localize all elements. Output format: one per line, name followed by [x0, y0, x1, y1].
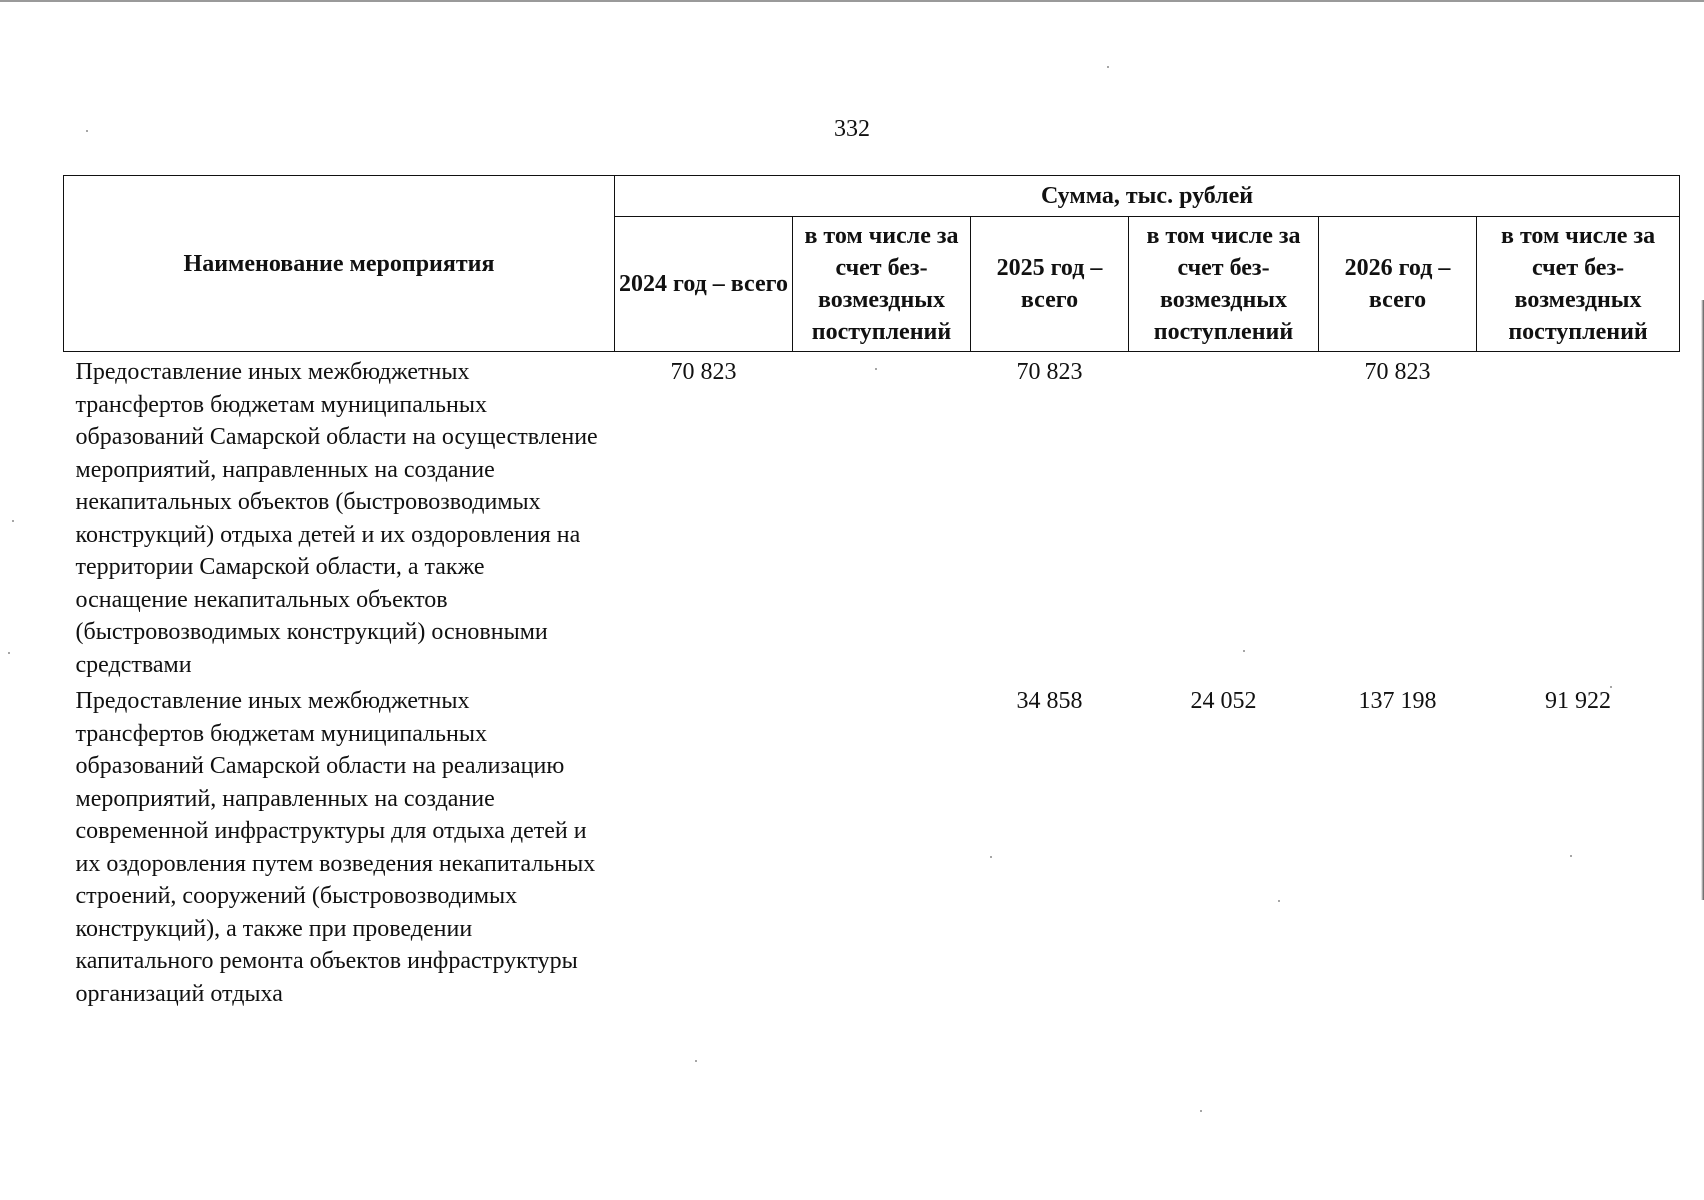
table-row: [64, 681, 1680, 1010]
value-2025-gratuitous: [1129, 352, 1319, 682]
column-header-2026-total: 2026 год – всего: [1319, 217, 1477, 352]
value-2024-total: 70 823: [670, 359, 737, 385]
scan-speck: [875, 368, 877, 370]
value-2025-gratuitous: 24 052: [1190, 688, 1257, 714]
sum-group-header: Сумма, тыс. рублей: [615, 176, 1680, 217]
table-header: [64, 176, 1680, 352]
scan-speck: [12, 520, 14, 522]
name-column-header: Наименование мероприятия: [64, 176, 615, 352]
scan-speck: [990, 856, 992, 858]
scan-speck: [8, 652, 10, 654]
value-2025-total: 70 823: [1016, 359, 1083, 385]
scan-speck: [1610, 686, 1612, 688]
value-2026-total: 70 823: [1364, 359, 1431, 385]
scan-speck: [1200, 1110, 1202, 1112]
scan-speck: [86, 130, 88, 132]
value-2026-gratuitous: [1477, 352, 1680, 682]
measure-name: Предоставление иных межбюджетных трансфертов бюджетам муниципальных образований Самарской области на реализацию мероприятий, направленных на создание современной инфраструктуры для отдыха детей и их оздоровления путем возведения некапитальных строений, сооружений (быстровозводимых конструкций), а также при проведении капитального ремонта объектов инфраструктуры организаций отдыха: [75, 688, 596, 1007]
scan-speck: [1570, 855, 1572, 857]
measure-name: Предоставление иных межбюджетных трансфертов бюджетам муниципальных образований Самарской области на осуществление мероприятий, направленных на создание некапитальных объектов (быстровозводимых конструкций) отдыха детей и их оздоровления на территории Самарской области, а также оснащение некапитальных объектов (быстровозводимых конструкций) основными средствами: [75, 359, 598, 678]
value-2024-gratuitous: [793, 681, 971, 1010]
column-header-2024-total: 2024 год – всего: [615, 217, 793, 352]
value-2025-total: 34 858: [1016, 688, 1083, 714]
value-2024-total: [615, 681, 793, 1010]
value-2026-total: 137 198: [1358, 688, 1437, 714]
scan-top-border: [0, 0, 1704, 2]
table-body: [64, 352, 1680, 1011]
scan-speck: [1243, 650, 1245, 652]
column-header-2025-gratuitous: в том числе за счет без-возмездных поступлений: [1129, 217, 1319, 352]
table-row: [64, 352, 1680, 682]
value-2026-gratuitous: 91 922: [1545, 688, 1612, 714]
value-2024-gratuitous: [793, 352, 971, 682]
scan-speck: [1107, 66, 1109, 68]
budget-table: [63, 175, 1680, 1010]
page-number: 332: [834, 116, 870, 142]
header-row-top: [64, 176, 1680, 217]
scan-speck: [695, 1060, 697, 1062]
column-header-2024-gratuitous: в том числе за счет без-возмездных поступлений: [793, 217, 971, 352]
column-header-2026-gratuitous: в том числе за счет без-возмездных поступлений: [1477, 217, 1680, 352]
scan-speck: [1278, 900, 1280, 902]
column-header-2025-total: 2025 год – всего: [971, 217, 1129, 352]
